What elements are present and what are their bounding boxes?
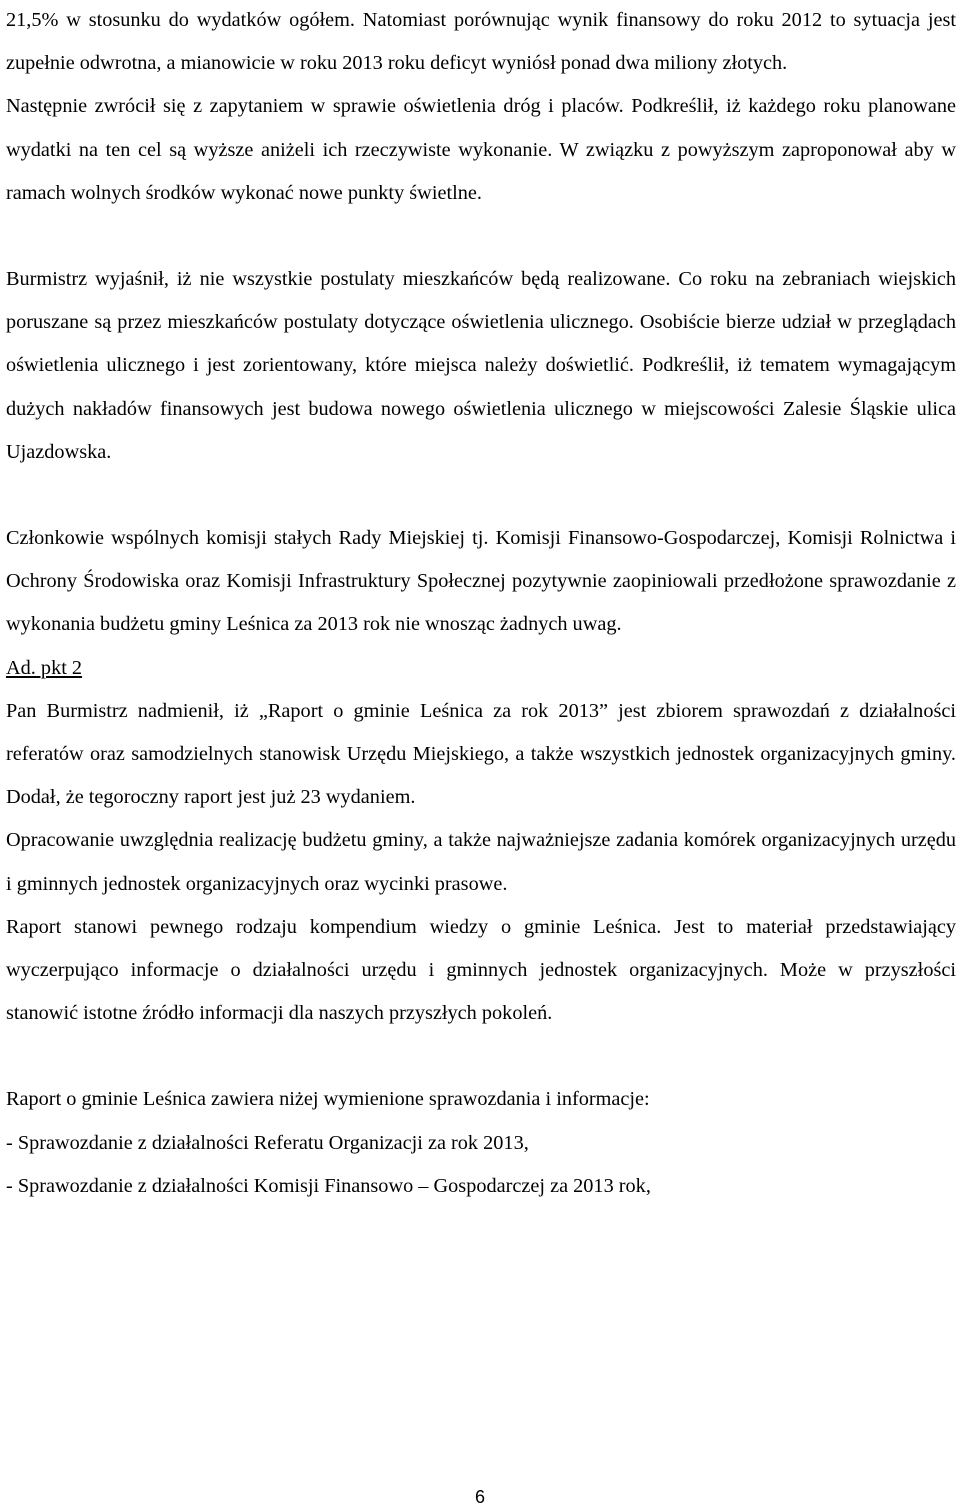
list-item: - Sprawozdanie z działalności Komisji Finansowo – Gospodarczej za 2013 rok,	[6, 1174, 651, 1197]
paragraph-committees-opinion: Członkowie wspólnych komisji stałych Rady Miejskiej tj. Komisji Finansowo-Gospodarczej, Komisji Rolnictwa i Ochrony Środowiska oraz Komisji Infrastruktury Społecznej pozytywnie zaopiniowali przedłożone sprawozdanie z wykonania budżetu gminy Leśnica za 2013 rok nie wnosząc żadnych uwag.	[6, 527, 956, 636]
report-contents-list	[6, 1122, 956, 1208]
document-page	[6, 0, 956, 1208]
section-heading-ad-pkt-2: Ad. pkt 2	[6, 656, 83, 679]
paragraph-report-compendium: Raport stanowi pewnego rodzaju kompendium wiedzy o gminie Leśnica. Jest to materiał przedstawiający wyczerpująco informacje o działalności urzędu i gminnych jednostek organizacyjnych. Może w przyszłości stanowić istotne źródło informacji dla naszych przyszłych pokoleń.	[6, 915, 956, 1025]
page-number: 6	[474, 1487, 485, 1507]
paragraph-report-scope: Opracowanie uwzględnia realizację budżetu gminy, a także najważniejsze zadania komórek organizacyjnych urzędu i gminnych jednostek organizacyjnych oraz wycinki prasowe.	[6, 829, 956, 895]
paragraph-report-intro: Pan Burmistrz nadmienił, iż „Raport o gminie Leśnica za rok 2013” jest zbiorem sprawozdań z działalności referatów oraz samodzielnych stanowisk Urzędu Miejskiego, a także wszystkich jednostek organizacyjnych gminy. Dodał, że tegoroczny raport jest już 23 wydaniem.	[6, 699, 956, 809]
paragraph-report-contents: Raport o gminie Leśnica zawiera niżej wymienione sprawozdania i informacje:	[6, 1088, 650, 1111]
paragraph-deficit: 21,5% w stosunku do wydatków ogółem. Natomiast porównując wynik finansowy do roku 2012 to sytuacja jest zupełnie odwrotna, a mianowicie w roku 2013 roku deficyt wyniósł ponad dwa miliony złotych.	[6, 9, 956, 75]
list-item: - Sprawozdanie z działalności Referatu Organizacji za rok 2013,	[6, 1131, 529, 1154]
paragraph-mayor-explanation: Burmistrz wyjaśnił, iż nie wszystkie postulaty mieszkańców będą realizowane. Co roku na zebraniach wiejskich poruszane są przez mieszkańców postulaty dotyczące oświetlenia ulicznego. Osobiście bierze udział w przeglądach oświetlenia ulicznego i jest zorientowany, które miejsca należy doświetlić. Podkreślił, iż tematem wymagającym dużych nakładów finansowych jest budowa nowego oświetlenia ulicznego w miejscowości Zalesie Śląskie ulica Ujazdowska.	[6, 268, 956, 463]
paragraph-lighting-question: Następnie zwrócił się z zapytaniem w sprawie oświetlenia dróg i placów. Podkreślił, iż każdego roku planowane wydatki na ten cel są wyższe aniżeli ich rzeczywiste wykonanie. W związku z powyższym zaproponował aby w ramach wolnych środków wykonać nowe punkty świetlne.	[6, 95, 956, 204]
